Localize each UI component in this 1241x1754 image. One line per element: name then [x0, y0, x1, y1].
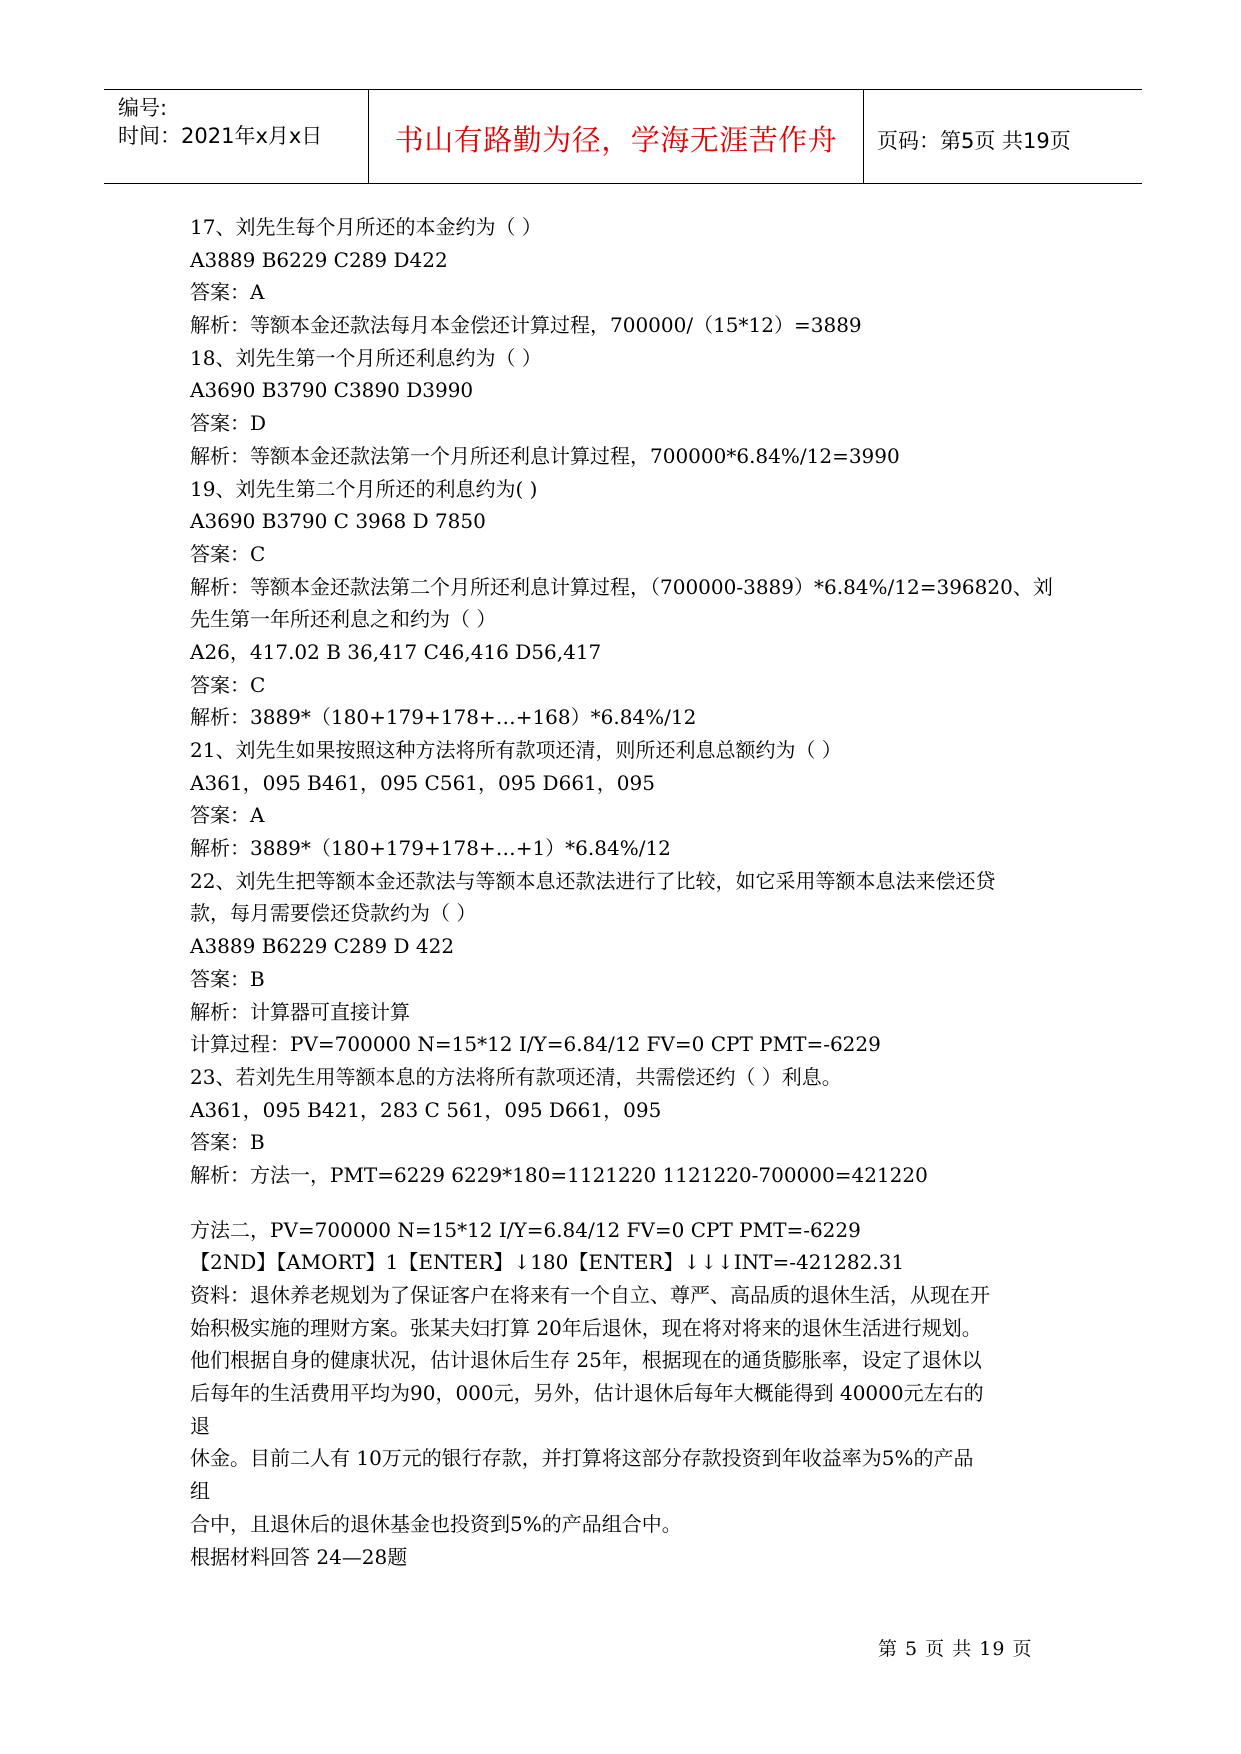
- text-line: 方法二，PV=700000 N=15*12 I/Y=6.84/12 FV=0 CPT PMT=-6229: [190, 1217, 861, 1242]
- time-label: 时间：2021年x月x日: [118, 124, 323, 148]
- text-line: 休金。目前二人有 10万元的银行存款，并打算将这部分存款投资到年收益率为5%的产品: [190, 1446, 974, 1471]
- text-line: A26，417.02 B 36,417 C46,416 D56,417: [190, 639, 602, 664]
- text-line: 答案：C: [190, 541, 266, 566]
- text-line: 【2ND】【AMORT】1【ENTER】↓180【ENTER】↓↓↓INT=-421282.31: [190, 1250, 905, 1275]
- text-line: 23、若刘先生用等额本息的方法将所有款项还清，共需偿还约（ ）利息。: [190, 1064, 842, 1089]
- page-header: [104, 89, 1142, 184]
- header-left-cell: [104, 90, 369, 183]
- header-page-number: 页码：第5页 共19页: [877, 129, 1071, 153]
- text-line: 解析：等额本金还款法第一个月所还利息计算过程，700000*6.84%/12=3990: [190, 443, 900, 468]
- text-line: 答案：C: [190, 672, 266, 697]
- text-line: 计算过程：PV=700000 N=15*12 I/Y=6.84/12 FV=0 CPT PMT=-6229: [190, 1032, 881, 1057]
- text-line: 21、刘先生如果按照这种方法将所有款项还清，则所还利息总额约为（ ）: [190, 738, 842, 762]
- text-line: A361，095 B461，095 C561，095 D661，095: [190, 770, 655, 795]
- text-line: 组: [190, 1479, 210, 1504]
- text-line: 后每年的生活费用平均为90，000元，另外，估计退休后每年大概能得到 40000元左右的: [190, 1381, 984, 1406]
- text-line: 合中，且退休后的退休基金也投资到5%的产品组合中。: [190, 1511, 682, 1536]
- text-line: A3690 B3790 C3890 D3990: [190, 378, 474, 403]
- text-line: 解析：计算器可直接计算: [190, 999, 410, 1024]
- text-line: 解析：等额本金还款法第二个月所还利息计算过程，（700000-3889）*6.84%/12=396820、刘: [190, 574, 1053, 599]
- text-line: 22、刘先生把等额本金还款法与等额本息还款法进行了比较，如它采用等额本息法来偿还贷: [190, 868, 996, 893]
- text-line: 他们根据自身的健康状况，估计退休后生存 25年，根据现在的通货膨胀率，设定了退休以: [190, 1348, 982, 1373]
- text-line: 资料：退休养老规划为了保证客户在将来有一个自立、尊严、高品质的退休生活，从现在开: [190, 1283, 990, 1307]
- text-line: 答案：B: [190, 1130, 265, 1155]
- text-line: 根据材料回答 24—28题: [190, 1544, 408, 1569]
- text-line: 17、刘先生每个月所还的本金约为（ ）: [190, 215, 542, 239]
- text-line: 解析：3889*（180+179+178+…+168）*6.84%/12: [190, 705, 697, 730]
- text-line: 解析：3889*（180+179+178+…+1）*6.84%/12: [190, 836, 671, 861]
- blank-line: [190, 1192, 1070, 1214]
- text-line: 解析：方法一，PMT=6229 6229*180=1121220 1121220-700000=421220: [190, 1162, 928, 1187]
- text-line: 答案：A: [190, 803, 265, 828]
- text-line: 先生第一年所还利息之和约为（ ）: [190, 607, 497, 632]
- header-middle-cell: [369, 90, 864, 183]
- text-line: 答案：A: [190, 280, 265, 305]
- text-line: A3889 B6229 C289 D422: [190, 247, 448, 272]
- document-body: [190, 211, 1070, 1573]
- text-line: 18、刘先生第一个月所还利息约为（ ）: [190, 345, 542, 370]
- text-line: A361，095 B421，283 C 561，095 D661，095: [190, 1097, 662, 1122]
- text-line: 答案：D: [190, 411, 267, 436]
- text-line: 答案：B: [190, 966, 265, 991]
- text-line: 19、刘先生第二个月所还的利息约为( ): [190, 476, 538, 501]
- text-line: 款，每月需要偿还贷款约为（ ）: [190, 901, 477, 926]
- header-right-cell: [864, 90, 1142, 183]
- text-line: 始积极实施的理财方案。张某夫妇打算 20年后退休，现在将对将来的退休生活进行规划。: [190, 1315, 982, 1340]
- text-line: A3690 B3790 C 3968 D 7850: [190, 509, 486, 534]
- page-footer: 第 5 页 共 19 页: [878, 1638, 1033, 1660]
- text-line: 退: [190, 1413, 210, 1438]
- header-motto: 书山有路勤为径，学海无涯苦作舟: [394, 123, 838, 157]
- text-line: A3889 B6229 C289 D 422: [190, 934, 455, 959]
- text-line: 解析：等额本金还款法每月本金偿还计算过程，700000/（15*12）=3889: [190, 313, 862, 338]
- serial-number-label: 编号:: [118, 96, 168, 120]
